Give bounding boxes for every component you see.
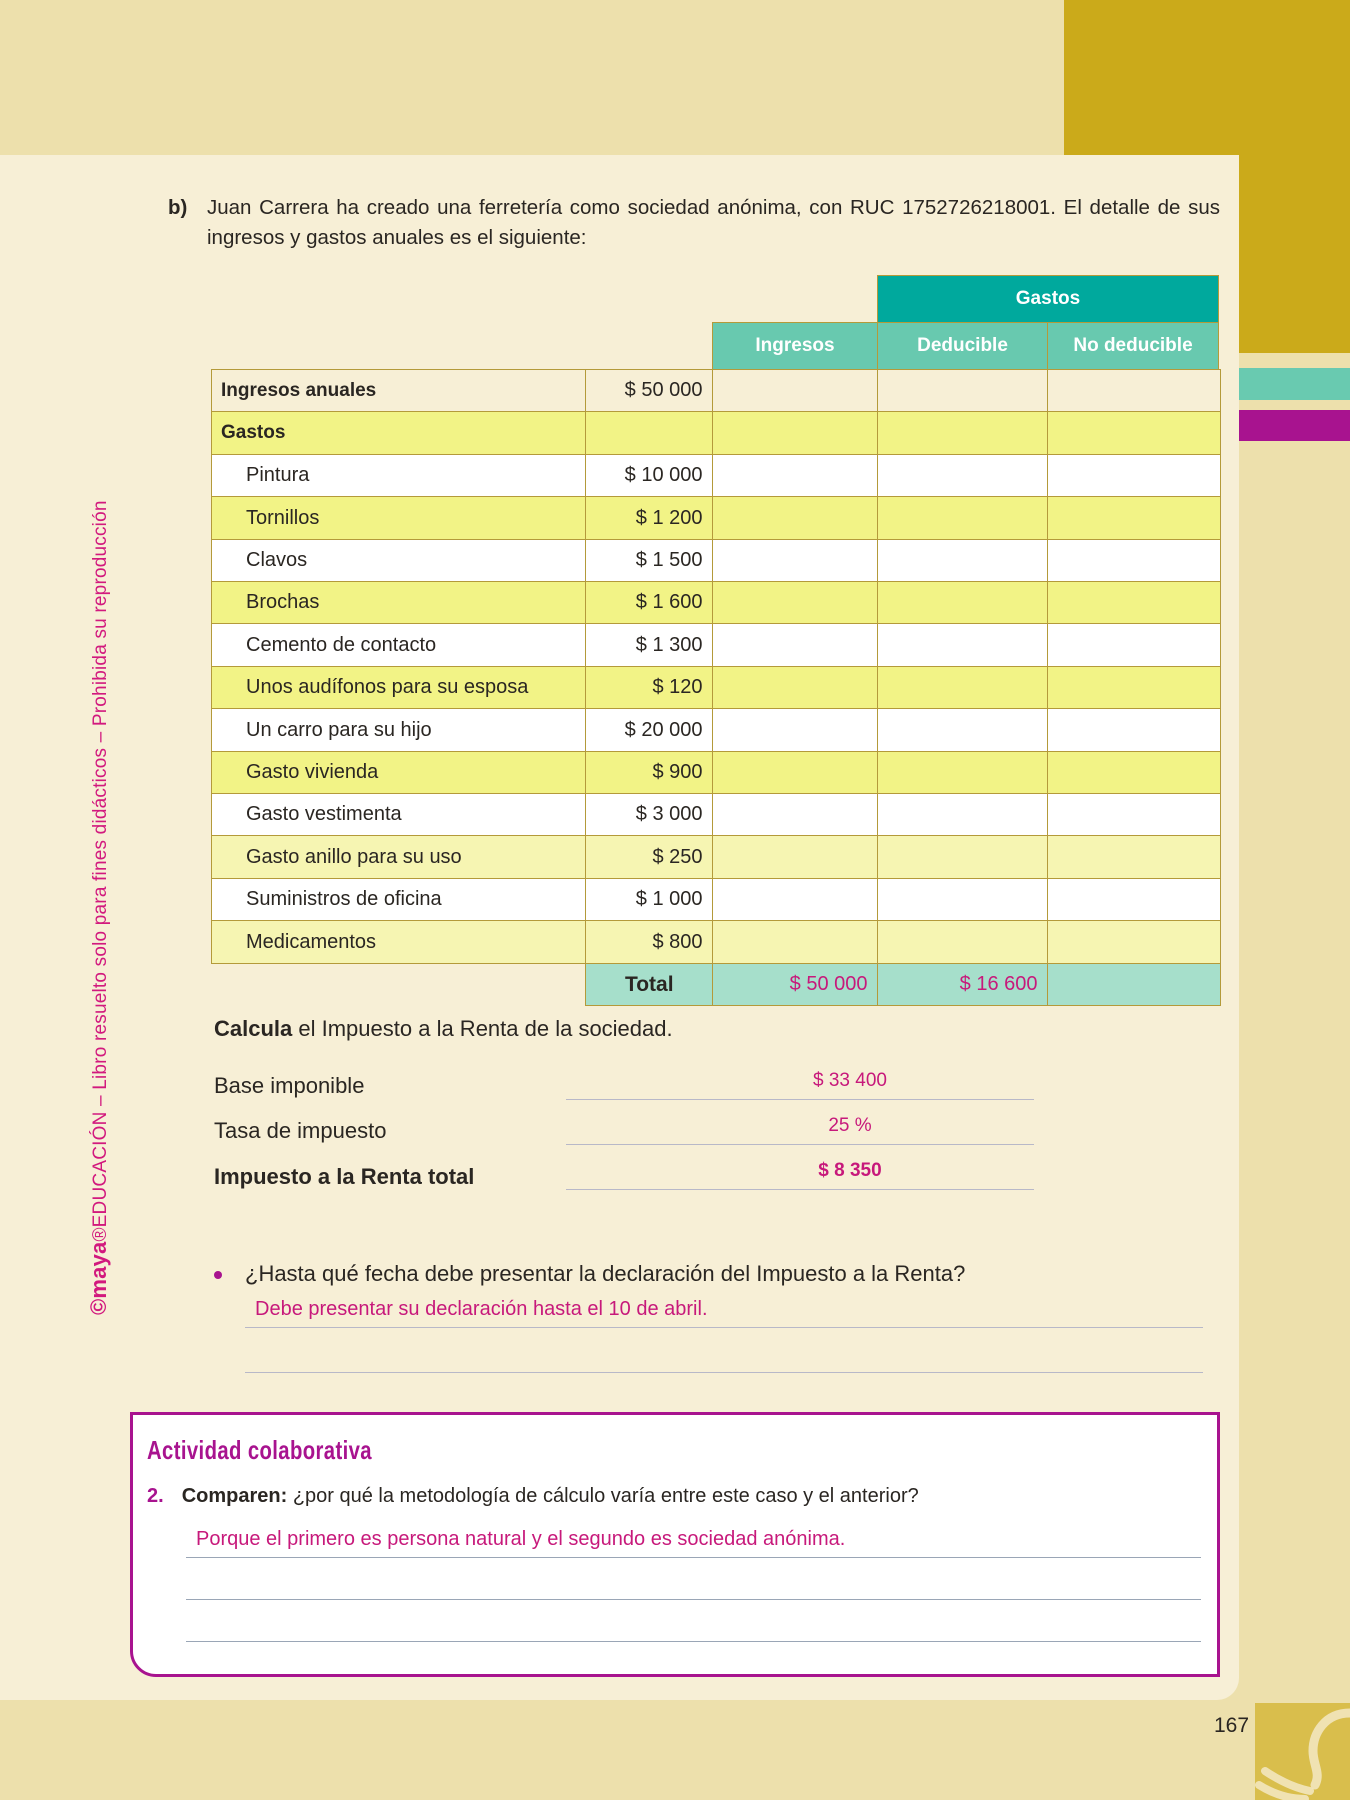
row-amount: $ 1 000 <box>585 878 714 922</box>
header-ingresos: Ingresos <box>712 322 878 370</box>
cell-deducible[interactable] <box>877 666 1049 710</box>
cell-deducible[interactable] <box>877 411 1049 455</box>
row-label: Cemento de contacto <box>211 623 587 667</box>
exercise-text: Juan Carrera ha creado una ferretería como sociedad anónima, con RUC 1752726218001. El detalle de sus ingresos y gastos anuales es el siguiente: <box>207 196 1220 249</box>
collab-answer-line-3[interactable] <box>186 1612 1201 1642</box>
cell-ingresos[interactable] <box>712 369 879 413</box>
cell-ingresos[interactable] <box>712 623 879 667</box>
collab-question <box>147 1485 919 1508</box>
row-label: Gasto vivienda <box>211 751 587 795</box>
calc-instruction-text: el Impuesto a la Renta de la sociedad. <box>292 1016 673 1041</box>
bullet-icon <box>214 1271 222 1279</box>
row-label: Un carro para su hijo <box>211 708 587 752</box>
cell-deducible[interactable] <box>877 708 1049 752</box>
cell-no-deducible[interactable] <box>1047 793 1221 837</box>
cell-no-deducible[interactable] <box>1047 920 1221 964</box>
cell-ingresos[interactable] <box>712 539 879 583</box>
cell-ingresos[interactable] <box>712 878 879 922</box>
cell-deducible[interactable] <box>877 920 1049 964</box>
cell-no-deducible[interactable] <box>1047 666 1221 710</box>
total-ingresos[interactable]: $ 50 000 <box>712 963 879 1007</box>
row-amount: $ 50 000 <box>585 369 714 413</box>
calc-input-base[interactable]: $ 33 400 <box>566 1070 1034 1100</box>
cell-deducible[interactable] <box>877 793 1049 837</box>
header-no-deducible: No deducible <box>1047 322 1219 370</box>
row-amount: $ 250 <box>585 835 714 879</box>
row-label: Pintura <box>211 454 587 498</box>
total-no-deducible[interactable] <box>1047 963 1221 1007</box>
decorative-teal-bar <box>1239 368 1350 400</box>
cell-no-deducible[interactable] <box>1047 751 1221 795</box>
copyright-side-text <box>86 500 112 1315</box>
row-amount: $ 800 <box>585 920 714 964</box>
cell-deducible[interactable] <box>877 369 1049 413</box>
row-label: Brochas <box>211 581 587 625</box>
cell-deducible[interactable] <box>877 751 1049 795</box>
calc-input-total[interactable]: $ 8 350 <box>566 1160 1034 1190</box>
cell-no-deducible[interactable] <box>1047 369 1221 413</box>
row-label: Gasto vestimenta <box>211 793 587 837</box>
total-label: Total <box>585 963 714 1007</box>
cell-deducible[interactable] <box>877 581 1049 625</box>
cell-ingresos[interactable] <box>712 835 879 879</box>
cell-no-deducible[interactable] <box>1047 581 1221 625</box>
cell-deducible[interactable] <box>877 496 1049 540</box>
collab-number: 2. <box>147 1485 164 1507</box>
lightbulb-icon <box>1255 1703 1350 1800</box>
calc-label-base: Base imponible <box>214 1073 365 1098</box>
cell-ingresos[interactable] <box>712 496 879 540</box>
row-amount: $ 1 300 <box>585 623 714 667</box>
row-amount: $ 1 600 <box>585 581 714 625</box>
row-amount: $ 3 000 <box>585 793 714 837</box>
row-label: Tornillos <box>211 496 587 540</box>
cell-deducible[interactable] <box>877 835 1049 879</box>
cell-deducible[interactable] <box>877 623 1049 667</box>
cell-no-deducible[interactable] <box>1047 539 1221 583</box>
cell-ingresos[interactable] <box>712 920 879 964</box>
collab-title: Actividad colaborativa <box>147 1435 372 1465</box>
collab-prompt-bold: Comparen: <box>181 1485 288 1507</box>
row-amount: $ 20 000 <box>585 708 714 752</box>
total-deducible[interactable]: $ 16 600 <box>877 963 1049 1007</box>
copyright-text: ®EDUCACIÓN – Libro resuelto solo para fines didácticos – Prohibida su reproducción <box>90 500 111 1242</box>
cell-ingresos[interactable] <box>712 581 879 625</box>
row-label: Clavos <box>211 539 587 583</box>
question-text: ¿Hasta qué fecha debe presentar la declaración del Impuesto a la Renta? <box>245 1261 966 1286</box>
calc-label-tasa: Tasa de impuesto <box>214 1118 387 1143</box>
calc-instruction <box>214 1016 673 1042</box>
row-label: Gasto anillo para su uso <box>211 835 587 879</box>
row-label: Medicamentos <box>211 920 587 964</box>
header-deducible: Deducible <box>877 322 1048 370</box>
brand-logo: ©maya <box>86 1241 111 1315</box>
cell-ingresos[interactable] <box>712 666 879 710</box>
row-amount: $ 1 200 <box>585 496 714 540</box>
row-amount: $ 1 500 <box>585 539 714 583</box>
calc-label-total: Impuesto a la Renta total <box>214 1164 475 1189</box>
cell-no-deducible[interactable] <box>1047 454 1221 498</box>
exercise-label: b) <box>168 196 188 219</box>
cell-ingresos[interactable] <box>712 454 879 498</box>
cell-no-deducible[interactable] <box>1047 496 1221 540</box>
page-number: 167 <box>1214 1714 1250 1737</box>
row-label: Unos audífonos para su esposa <box>211 666 587 710</box>
cell-deducible[interactable] <box>877 539 1049 583</box>
cell-no-deducible[interactable] <box>1047 878 1221 922</box>
row-amount: $ 120 <box>585 666 714 710</box>
cell-deducible[interactable] <box>877 878 1049 922</box>
row-amount <box>585 411 714 455</box>
cell-ingresos[interactable] <box>712 793 879 837</box>
collab-answer-line-1[interactable]: Porque el primero es persona natural y el segundo es sociedad anónima. <box>186 1528 1201 1558</box>
collab-prompt: ¿por qué la metodología de cálculo varía entre este caso y el anterior? <box>287 1485 919 1507</box>
cell-ingresos[interactable] <box>712 411 879 455</box>
row-label: Suministros de oficina <box>211 878 587 922</box>
row-label: Ingresos anuales <box>211 369 587 413</box>
row-label: Gastos <box>211 411 587 455</box>
collab-answer-line-2[interactable] <box>186 1570 1201 1600</box>
calc-instruction-bold: Calcula <box>214 1016 293 1041</box>
decorative-magenta-bar <box>1239 410 1350 441</box>
row-amount: $ 10 000 <box>585 454 714 498</box>
exercise-intro <box>168 193 1220 253</box>
row-amount: $ 900 <box>585 751 714 795</box>
cell-no-deducible[interactable] <box>1047 411 1221 455</box>
header-gastos: Gastos <box>877 275 1219 323</box>
cell-ingresos[interactable] <box>712 751 879 795</box>
collaborative-activity-box <box>130 1412 1220 1677</box>
cell-ingresos[interactable] <box>712 708 879 752</box>
cell-no-deducible[interactable] <box>1047 623 1221 667</box>
question-answer-line-1[interactable]: Debe presentar su declaración hasta el 10 de abril. <box>245 1298 1203 1328</box>
calc-input-tasa[interactable]: 25 % <box>566 1115 1034 1145</box>
cell-no-deducible[interactable] <box>1047 835 1221 879</box>
cell-no-deducible[interactable] <box>1047 708 1221 752</box>
question-answer-line-2[interactable] <box>245 1343 1203 1373</box>
cell-deducible[interactable] <box>877 454 1049 498</box>
